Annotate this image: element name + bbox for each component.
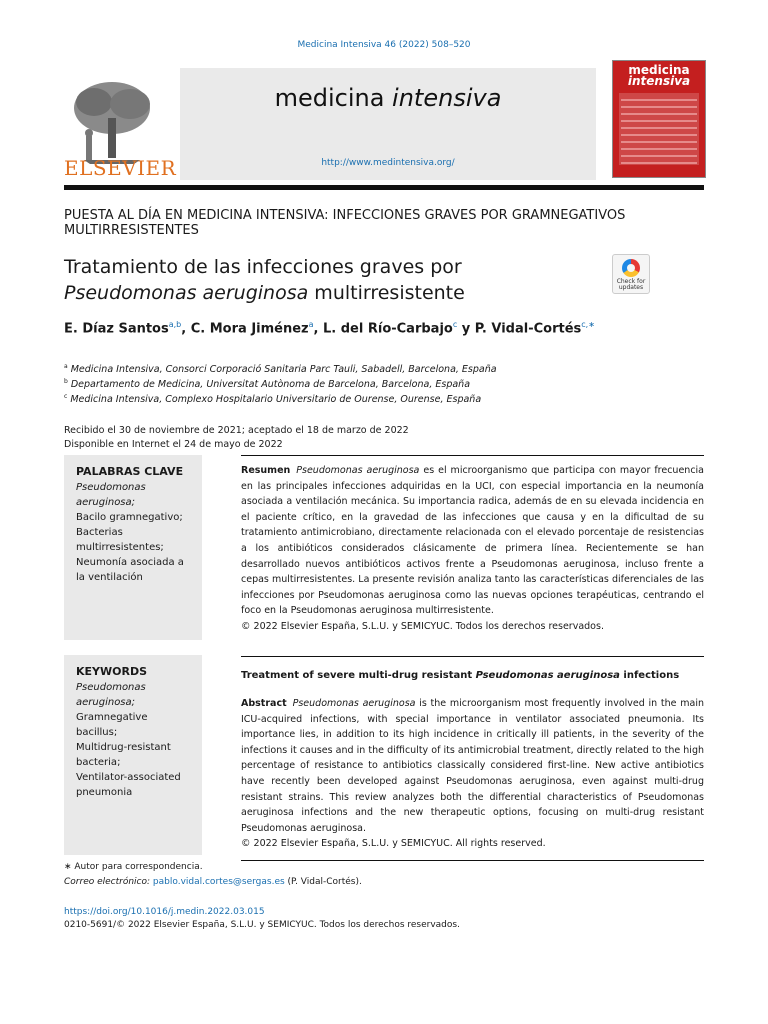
- header-divider: [64, 185, 704, 190]
- abstract-paragraph: Abstract Pseudomonas aeruginosa is the microorganism most frequently involved in the main ICU-acquired infections, with special importance in ventilator associated pneumonia. Its importance lies, in addition to its high incidence in critically ill patients, in the severity of the infections it causes and in the difficulty of its antimicrobial treatment, directly related to the high percentage of resistance to antibiotics classically considered first-line. New active antibiotics have recently been developed against Pseudomonas aeruginosa, even against multi-drug resistant strains. This review analyzes both the differential characteristics of Pseudomonas aeruginosa infections and the new therapeutic options, focusing on multi-drug resistant Pseudomonas aeruginosa. © 2022 Elsevier España, S.L.U. y SEMICYUC. All rights reserved.: [241, 698, 704, 850]
- affiliation: $^a$ Medicina Intensiva, Consorci Corporació Sanitaria Parc Tauli, Sabadell, Barcelona, España: [64, 363, 497, 376]
- english-title: Treatment of severe multi-drug resistant Pseudomonas aeruginosa infections: [241, 670, 680, 681]
- keyword: Bacilo gramnegativo;: [76, 512, 183, 523]
- keywords-es-box: [64, 455, 202, 640]
- journal-reference-link[interactable]: Medicina Intensiva 46 (2022) 508–520: [297, 40, 471, 50]
- keywords-en-box: [64, 655, 202, 855]
- article-title: Tratamiento de las infecciones graves por Pseudomonas aeruginosa multirresistente: [64, 256, 465, 304]
- resumen-paragraph: Resumen Pseudomonas aeruginosa es el microorganismo que participa con mayor frecuencia en las principales infecciones adquiridas en la UCI, con especial importancia en la neumonía asociada a ventilación mecánica. Su importancia radica, además de en su elevada incidencia en el paciente crítico, en la gravedad de las infecciones que causa y en la dificultad de su tratamiento antimicrobiano, directamente relacionada con el elevado porcentaje de resistencias a los antibióticos considerados clásicamente de primera línea. Recientemente se han desarrollado nuevos antibióticos activos frente a Pseudomonas aeruginosa, incluso frente a cepas multirresistentes. La presente revisión analiza tanto las características diferenciales de las infecciones por Pseudomonas aeruginosa como las nuevas opciones terapéuticas, centrando el foco en la Pseudomonas aeruginosa multirresistente. © 2022 Elsevier España, S.L.U. y SEMICYUC. Todos los derechos reservados.: [241, 465, 704, 632]
- author-list: E. Díaz Santos$^{a,b}$, C. Mora Jiménez$^a$, L. del Río-Carbajo$^c$ y P. Vidal-Cortés$^{c,∗}$: [64, 320, 595, 337]
- keyword: Bacterias multirresistentes;: [76, 527, 164, 553]
- affiliation: $^c$ Medicina Intensiva, Complexo Hospitalario Universitario de Ourense, Ourense, España: [64, 393, 482, 406]
- journal-url-link[interactable]: http://www.medintensiva.org/: [321, 158, 455, 168]
- journal-cover-thumbnail: medicina intensiva: [612, 60, 706, 178]
- keyword: Multidrug-resistant bacteria;: [76, 742, 171, 768]
- keyword: Pseudomonas aeruginosa;: [76, 482, 146, 508]
- check-for-updates-button[interactable]: [612, 254, 650, 294]
- keyword: Gramnegative bacillus;: [76, 712, 148, 738]
- elsevier-wordmark: ELSEVIER: [64, 156, 177, 180]
- email-link[interactable]: pablo.vidal.cortes@sergas.es: [152, 877, 285, 887]
- keywords-es-heading: PALABRAS CLAVE: [76, 465, 184, 478]
- section-heading: PUESTA AL DÍA EN MEDICINA INTENSIVA: INFECCIONES GRAVES POR GRAMNEGATIVOS MULTIRRESISTENTES: [64, 208, 626, 238]
- check-updates-icon: [622, 259, 640, 277]
- keyword: Pseudomonas aeruginosa;: [76, 682, 146, 708]
- online-date: Disponible en Internet el 24 de mayo de 2022: [64, 439, 283, 450]
- keywords-en-heading: KEYWORDS: [76, 665, 148, 678]
- correspondence-footnote: ∗ Autor para correspondencia. Correo electrónico: pablo.vidal.cortes@sergas.es (P. Vidal-Cortés).: [64, 862, 362, 887]
- keyword: Neumonía asociada a la ventilación: [76, 557, 184, 583]
- received-date: Recibido el 30 de noviembre de 2021; aceptado el 18 de marzo de 2022: [64, 425, 409, 436]
- journal-title: medicina intensiva: [274, 84, 502, 112]
- abstract-divider: [241, 455, 704, 456]
- english-title-divider: [241, 656, 704, 657]
- keyword: Ventilator-associated pneumonia: [76, 772, 181, 798]
- check-updates-label: Check for updates: [616, 278, 646, 291]
- affiliation: $^b$ Departamento de Medicina, Universitat Autònoma de Barcelona, Barcelona, España: [64, 378, 471, 391]
- doi-link[interactable]: https://doi.org/10.1016/j.medin.2022.03.015: [64, 907, 265, 917]
- issn-copyright: 0210-5691/© 2022 Elsevier España, S.L.U. y SEMICYUC. Todos los derechos reservados.: [64, 920, 460, 930]
